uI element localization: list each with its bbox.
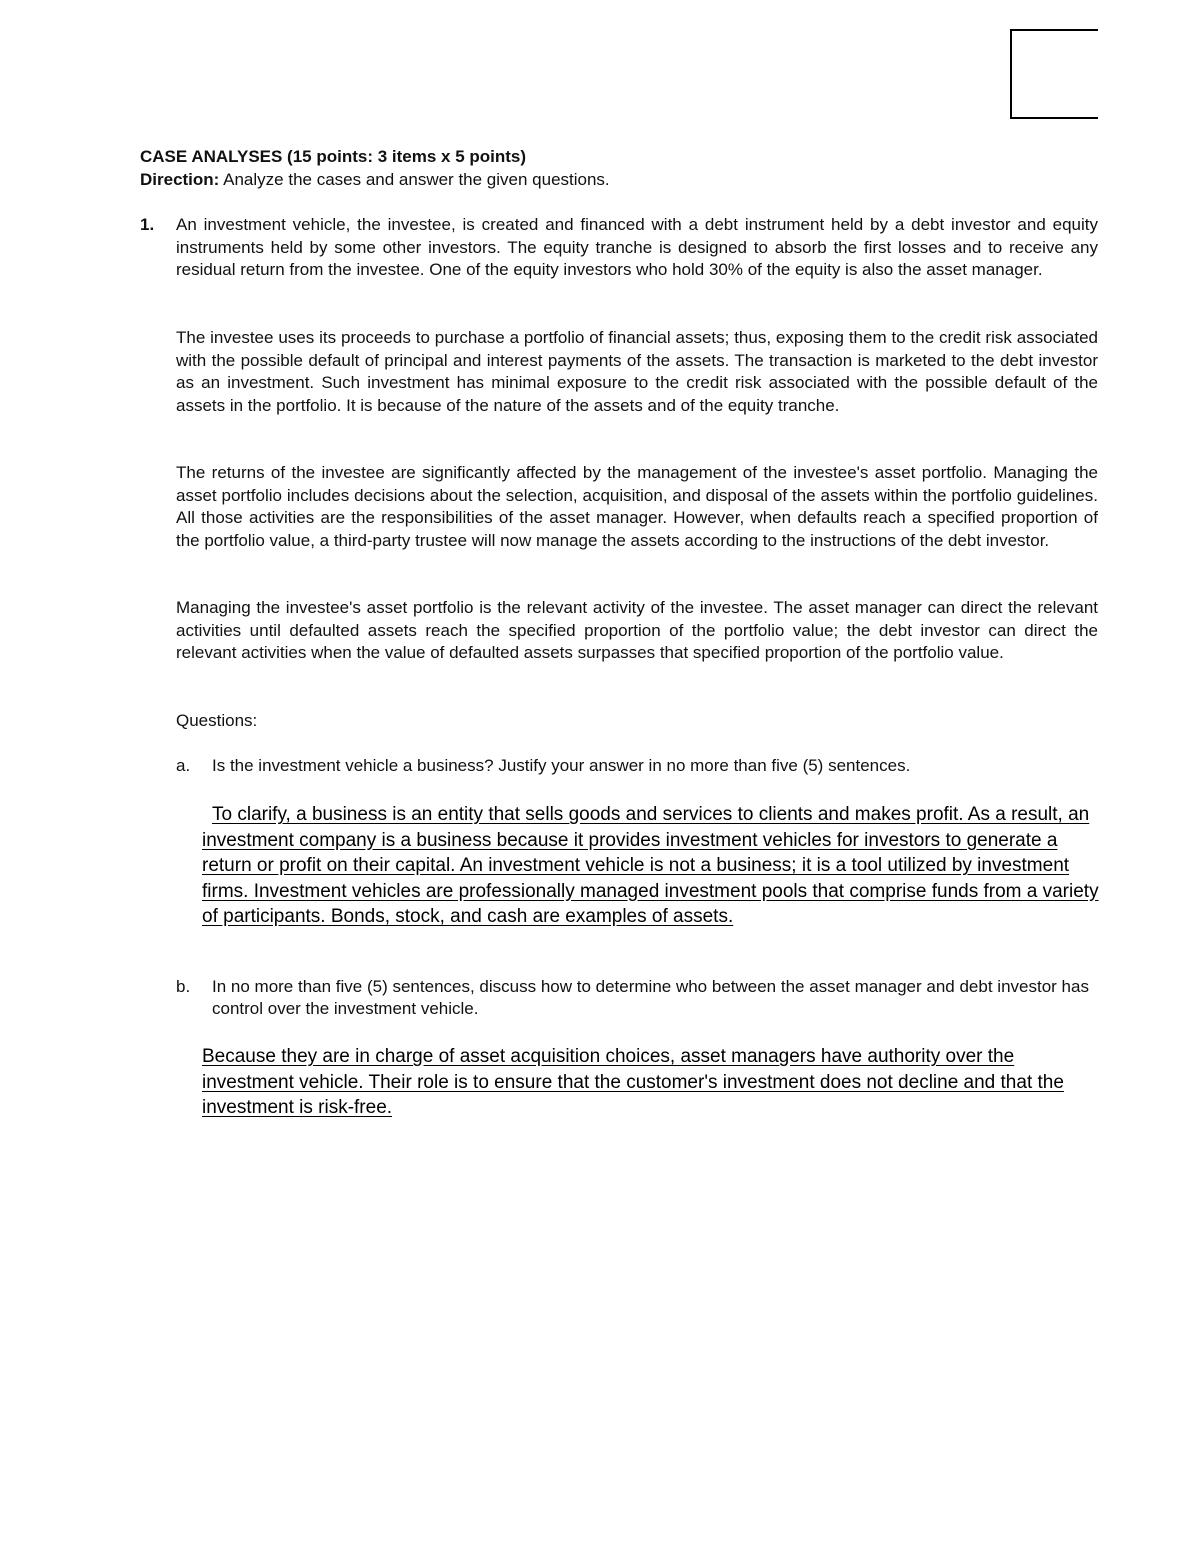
questions-label: Questions: xyxy=(176,711,258,730)
answer-b: Because they are in charge of asset acquisition choices, asset managers have authority over the investment vehicle. Their role is to ensure that the customer's investment does not decline and that the investment is risk-free. xyxy=(202,1046,1064,1118)
direction-text: Analyze the cases and answer the given questions. xyxy=(223,170,610,189)
case-paragraph-4: Managing the investee's asset portfolio is the relevant activity of the investee. The asset manager can direct the relevant activities until defaulted assets reach the specified proportion of the portfolio value; the debt investor can direct the relevant activities when the value of defaulted assets surpasses that specified proportion of the portfolio value. xyxy=(176,598,1098,662)
direction-line xyxy=(140,169,610,191)
question-b-letter: b. xyxy=(176,977,191,996)
case-paragraph-1: An investment vehicle, the investee, is created and financed with a debt instrument held by a debt investor and equity instruments held by some other investors. The equity tranche is designed to absorb the first losses and to receive any residual return from the investee. One of the equity investors who hold 30% of the equity is also the asset manager. xyxy=(176,215,1098,279)
question-b-text: In no more than five (5) sentences, discuss how to determine who between the asset manager and debt investor has control over the investment vehicle. xyxy=(212,977,1089,1018)
question-a-letter: a. xyxy=(176,756,191,775)
answer-a: To clarify, a business is an entity that sells goods and services to clients and makes profit. As a result, an investment company is a business because it provides investment vehicles for investors to generate a return or profit on their capital. An investment vehicle is not a business; it is a tool utilized by investment firms. Investment vehicles are professionally managed investment pools that comprise funds from a variety of participants. Bonds, stock, and cash are examples of assets. xyxy=(202,804,1099,927)
section-heading: CASE ANALYSES (15 points: 3 items x 5 points) xyxy=(140,147,527,166)
item-number: 1. xyxy=(140,215,155,234)
question-a-text: Is the investment vehicle a business? Justify your answer in no more than five (5) sentences. xyxy=(212,756,911,775)
case-paragraph-3: The returns of the investee are significantly affected by the management of the investee's asset portfolio. Managing the asset portfolio includes decisions about the selection, acquisition, and disposal of the assets within the portfolio guidelines. All those activities are the responsibilities of the asset manager. However, when defaults reach a specified proportion of the portfolio value, a third-party trustee will now manage the assets according to the instructions of the debt investor. xyxy=(176,463,1098,550)
score-box xyxy=(1010,29,1098,119)
case-paragraph-2: The investee uses its proceeds to purchase a portfolio of financial assets; thus, exposing them to the credit risk associated with the possible default of principal and interest payments of the assets. The transaction is marketed to the debt investor as an investment. Such investment has minimal exposure to the credit risk associated with the possible default of the assets in the portfolio. It is because of the nature of the assets and of the equity tranche. xyxy=(176,328,1098,415)
direction-label: Direction: xyxy=(140,170,220,189)
